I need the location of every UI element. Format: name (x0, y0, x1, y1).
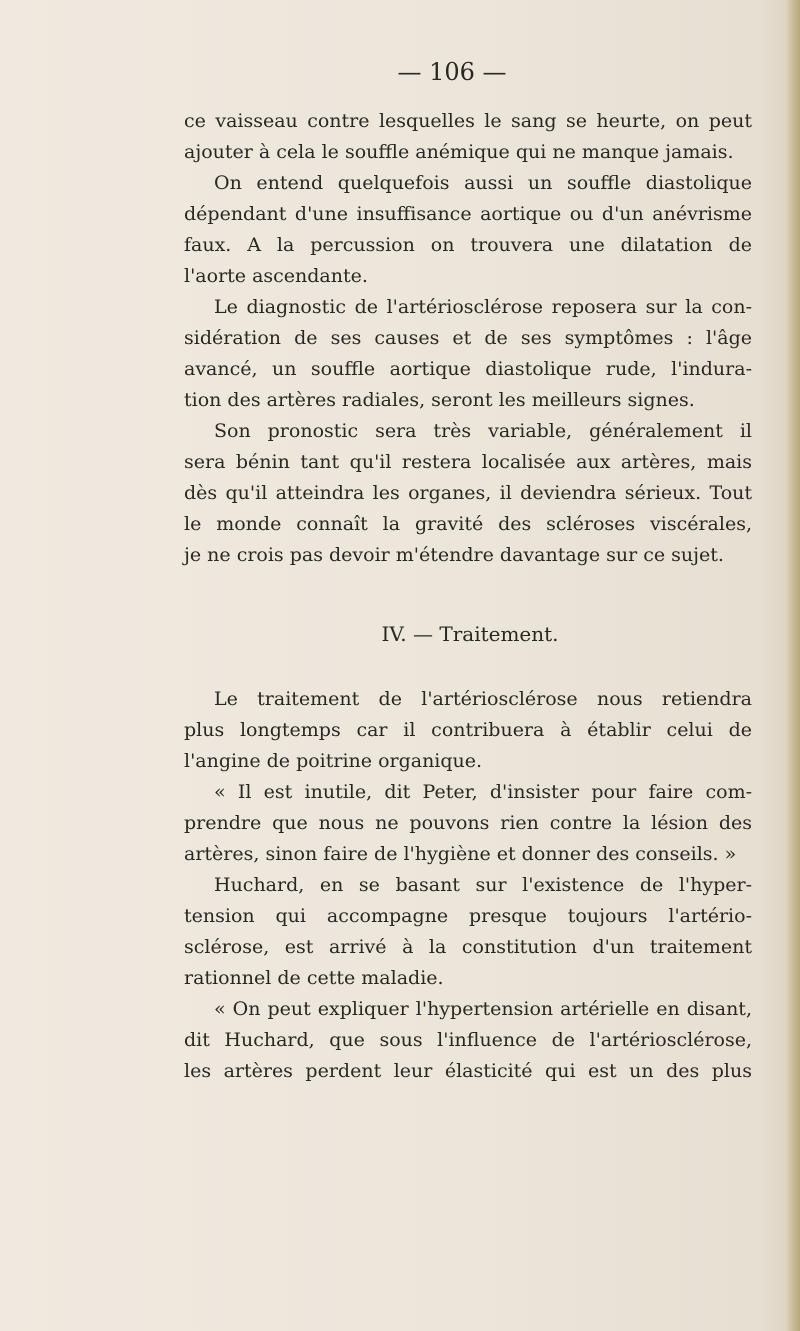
text-line: Le traitement de l'artériosclérose nous retiendra (214, 688, 752, 710)
text-line: tension qui accompagne presque toujours l'artério- (184, 905, 752, 927)
page-number: — 106 — (397, 58, 507, 86)
text-line: faux. A la percussion on trouvera une dilatation de (184, 234, 752, 256)
body-text-top (184, 106, 752, 571)
text-line: dit Huchard, que sous l'influence de l'artériosclérose, (184, 1029, 752, 1051)
text-line: Huchard, en se basant sur l'existence de l'hyper- (214, 874, 752, 896)
text-line: On entend quelquefois aussi un souffle diastolique (214, 172, 752, 194)
text-line: sera bénin tant qu'il restera localisée aux artères, mais (184, 451, 752, 473)
text-line: Le diagnostic de l'artériosclérose reposera sur la con- (214, 296, 752, 318)
text-line: « Il est inutile, dit Peter, d'insister pour faire com- (214, 781, 752, 803)
section-heading: IV. — Traitement. (381, 622, 559, 646)
text-line: l'aorte ascendante. (184, 265, 368, 287)
text-line: dès qu'il atteindra les organes, il deviendra sérieux. Tout (184, 482, 752, 504)
text-line: « On peut expliquer l'hypertension artérielle en disant, (214, 998, 752, 1020)
text-line: sclérose, est arrivé à la constitution d'un traitement (184, 936, 752, 958)
text-line: le monde connaît la gravité des scléroses viscérales, (184, 513, 752, 535)
text-line: tion des artères radiales, seront les meilleurs signes. (184, 389, 695, 411)
text-line: ajouter à cela le souffle anémique qui ne manque jamais. (184, 141, 734, 163)
text-line: ce vaisseau contre lesquelles le sang se heurte, on peut (184, 110, 752, 132)
text-line: rationnel de cette maladie. (184, 967, 444, 989)
text-line: dépendant d'une insuffisance aortique ou d'un anévrisme (184, 203, 752, 225)
text-line: avancé, un souffle aortique diastolique rude, l'indura- (184, 358, 752, 380)
text-line: les artères perdent leur élasticité qui est un des plus (184, 1060, 752, 1082)
text-line: plus longtemps car il contribuera à établir celui de (184, 719, 752, 741)
text-line: je ne crois pas devoir m'étendre davantage sur ce sujet. (184, 544, 724, 566)
text-line: l'angine de poitrine organique. (184, 750, 483, 772)
text-line: sidération de ses causes et de ses symptômes : l'âge (184, 327, 752, 349)
text-line: Son pronostic sera très variable, généralement il (214, 420, 752, 442)
text-line: artères, sinon faire de l'hygiène et donner des conseils. » (184, 843, 737, 865)
page-edge (786, 0, 800, 1331)
text-line: prendre que nous ne pouvons rien contre la lésion des (184, 812, 752, 834)
body-text-bottom (184, 684, 752, 1087)
